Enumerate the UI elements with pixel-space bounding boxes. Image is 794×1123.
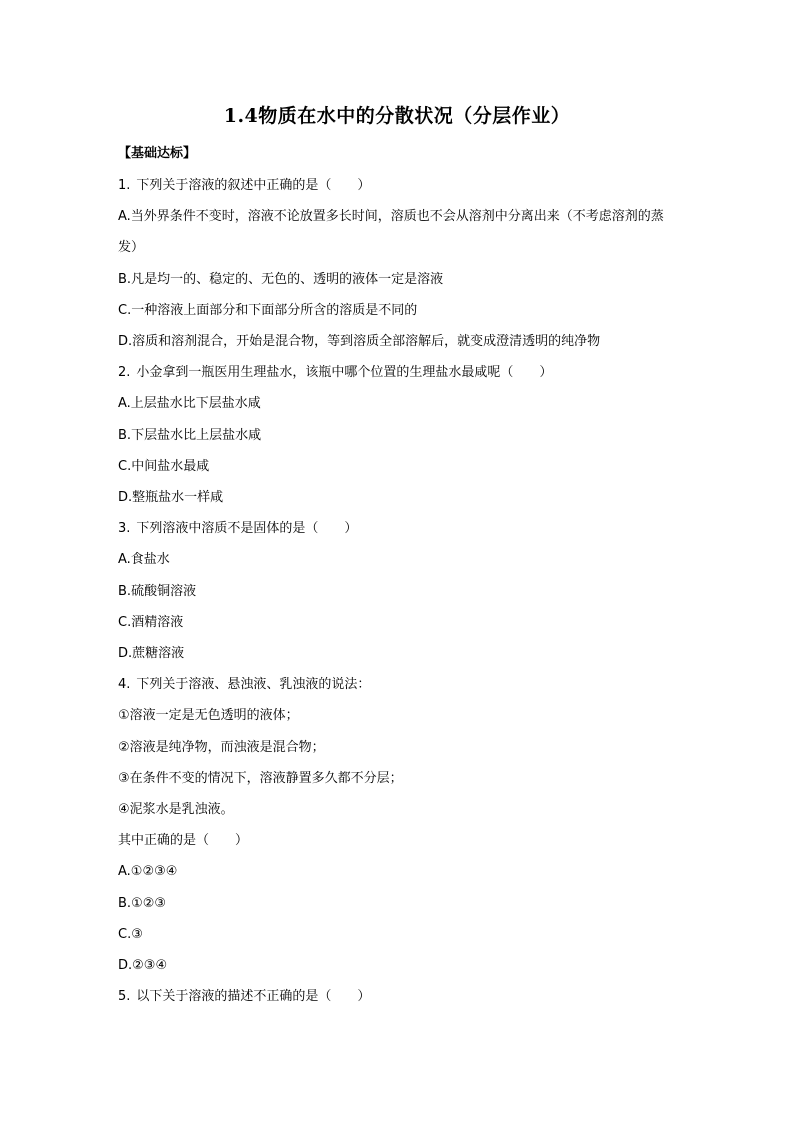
question-number: 2. — [118, 365, 131, 381]
option-letter: C. — [118, 614, 132, 630]
question-stem: 以下关于溶液的描述不正确的是（ ） — [136, 989, 371, 1005]
question-5 — [118, 981, 678, 1012]
section-heading: 【基础达标】 — [118, 146, 197, 161]
statement-1: ①溶液一定是无色透明的液体； — [118, 708, 299, 724]
option-d — [118, 638, 678, 669]
option-letter: C. — [118, 458, 132, 474]
option-b — [118, 888, 678, 919]
option-a — [118, 544, 678, 575]
option-text: ②③④ — [132, 958, 168, 974]
option-text: 蔗糖溶液 — [132, 646, 185, 662]
option-text: 上层盐水比下层盐水咸 — [130, 396, 261, 412]
option-text: 中间盐水最咸 — [131, 458, 210, 474]
option-d — [118, 326, 678, 357]
question-stem: 小金拿到一瓶医用生理盐水，该瓶中哪个位置的生理盐水最咸呢（ ） — [136, 365, 553, 381]
option-c — [118, 451, 678, 482]
option-a — [118, 201, 678, 263]
option-text: 食盐水 — [130, 552, 170, 568]
question-number: 5. — [118, 989, 131, 1005]
option-letter: D. — [118, 958, 133, 974]
option-letter: B. — [118, 583, 132, 599]
option-d — [118, 950, 678, 981]
option-b — [118, 420, 678, 451]
option-text: 硫酸铜溶液 — [131, 583, 197, 599]
option-c — [118, 607, 678, 638]
option-c — [118, 919, 678, 950]
question-number: 1. — [118, 178, 131, 193]
question-number: 3. — [118, 521, 131, 537]
question-number: 4. — [118, 677, 131, 693]
option-a — [118, 856, 678, 887]
option-b — [118, 576, 678, 607]
option-text: 当外界条件不变时，溶液不论放置多长时间，溶质也不会从溶剂中分离出来（不考虑溶剂的蒸发） — [118, 209, 664, 256]
option-text: 整瓶盐水一样咸 — [132, 490, 224, 506]
option-letter: D. — [118, 334, 133, 350]
option-letter: A. — [118, 864, 131, 880]
question-2 — [118, 357, 678, 388]
question-1 — [118, 170, 678, 201]
question-stem: 下列溶液中溶质不是固体的是（ ） — [136, 521, 358, 537]
question-3 — [118, 513, 678, 544]
option-text: 溶质和溶剂混合，开始是混合物，等到溶质全部溶解后，就变成澄清透明的纯净物 — [132, 334, 601, 350]
statement-4: ④泥浆水是乳浊液。 — [118, 802, 234, 818]
option-letter: A. — [118, 552, 131, 568]
option-letter: B. — [118, 895, 132, 911]
option-letter: B. — [118, 271, 132, 287]
option-letter: C. — [118, 302, 132, 318]
question-4 — [118, 669, 678, 700]
option-text: 下层盐水比上层盐水咸 — [131, 427, 262, 443]
question-stem: 下列关于溶液的叙述中正确的是（ ） — [136, 178, 371, 193]
document-title: 1.4物质在水中的分散状况（分层作业） — [223, 105, 571, 127]
option-a — [118, 388, 678, 419]
option-text: 一种溶液上面部分和下面部分所含的溶质是不同的 — [131, 302, 418, 318]
option-text: 凡是均一的、稳定的、无色的、透明的液体一定是溶液 — [131, 271, 444, 287]
option-text: ①②③ — [131, 895, 167, 911]
option-text: ①②③④ — [130, 864, 178, 880]
option-letter: C. — [118, 926, 132, 942]
option-letter: B. — [118, 427, 132, 443]
option-letter: A. — [118, 396, 131, 412]
statement-3: ③在条件不变的情况下，溶液静置多久都不分层； — [118, 770, 403, 786]
option-letter: D. — [118, 646, 133, 662]
question-list — [118, 170, 678, 1012]
option-letter: A. — [118, 209, 131, 225]
option-b — [118, 264, 678, 295]
option-d — [118, 482, 678, 513]
option-letter: D. — [118, 490, 133, 506]
option-text: ③ — [131, 926, 143, 942]
statement-2: ②溶液是纯净物，而浊液是混合物； — [118, 739, 325, 755]
option-c — [118, 295, 678, 326]
option-text: 酒精溶液 — [131, 614, 184, 630]
question-prompt: 其中正确的是（ ） — [118, 833, 249, 849]
question-stem: 下列关于溶液、悬浊液、乳浊液的说法： — [136, 677, 371, 693]
